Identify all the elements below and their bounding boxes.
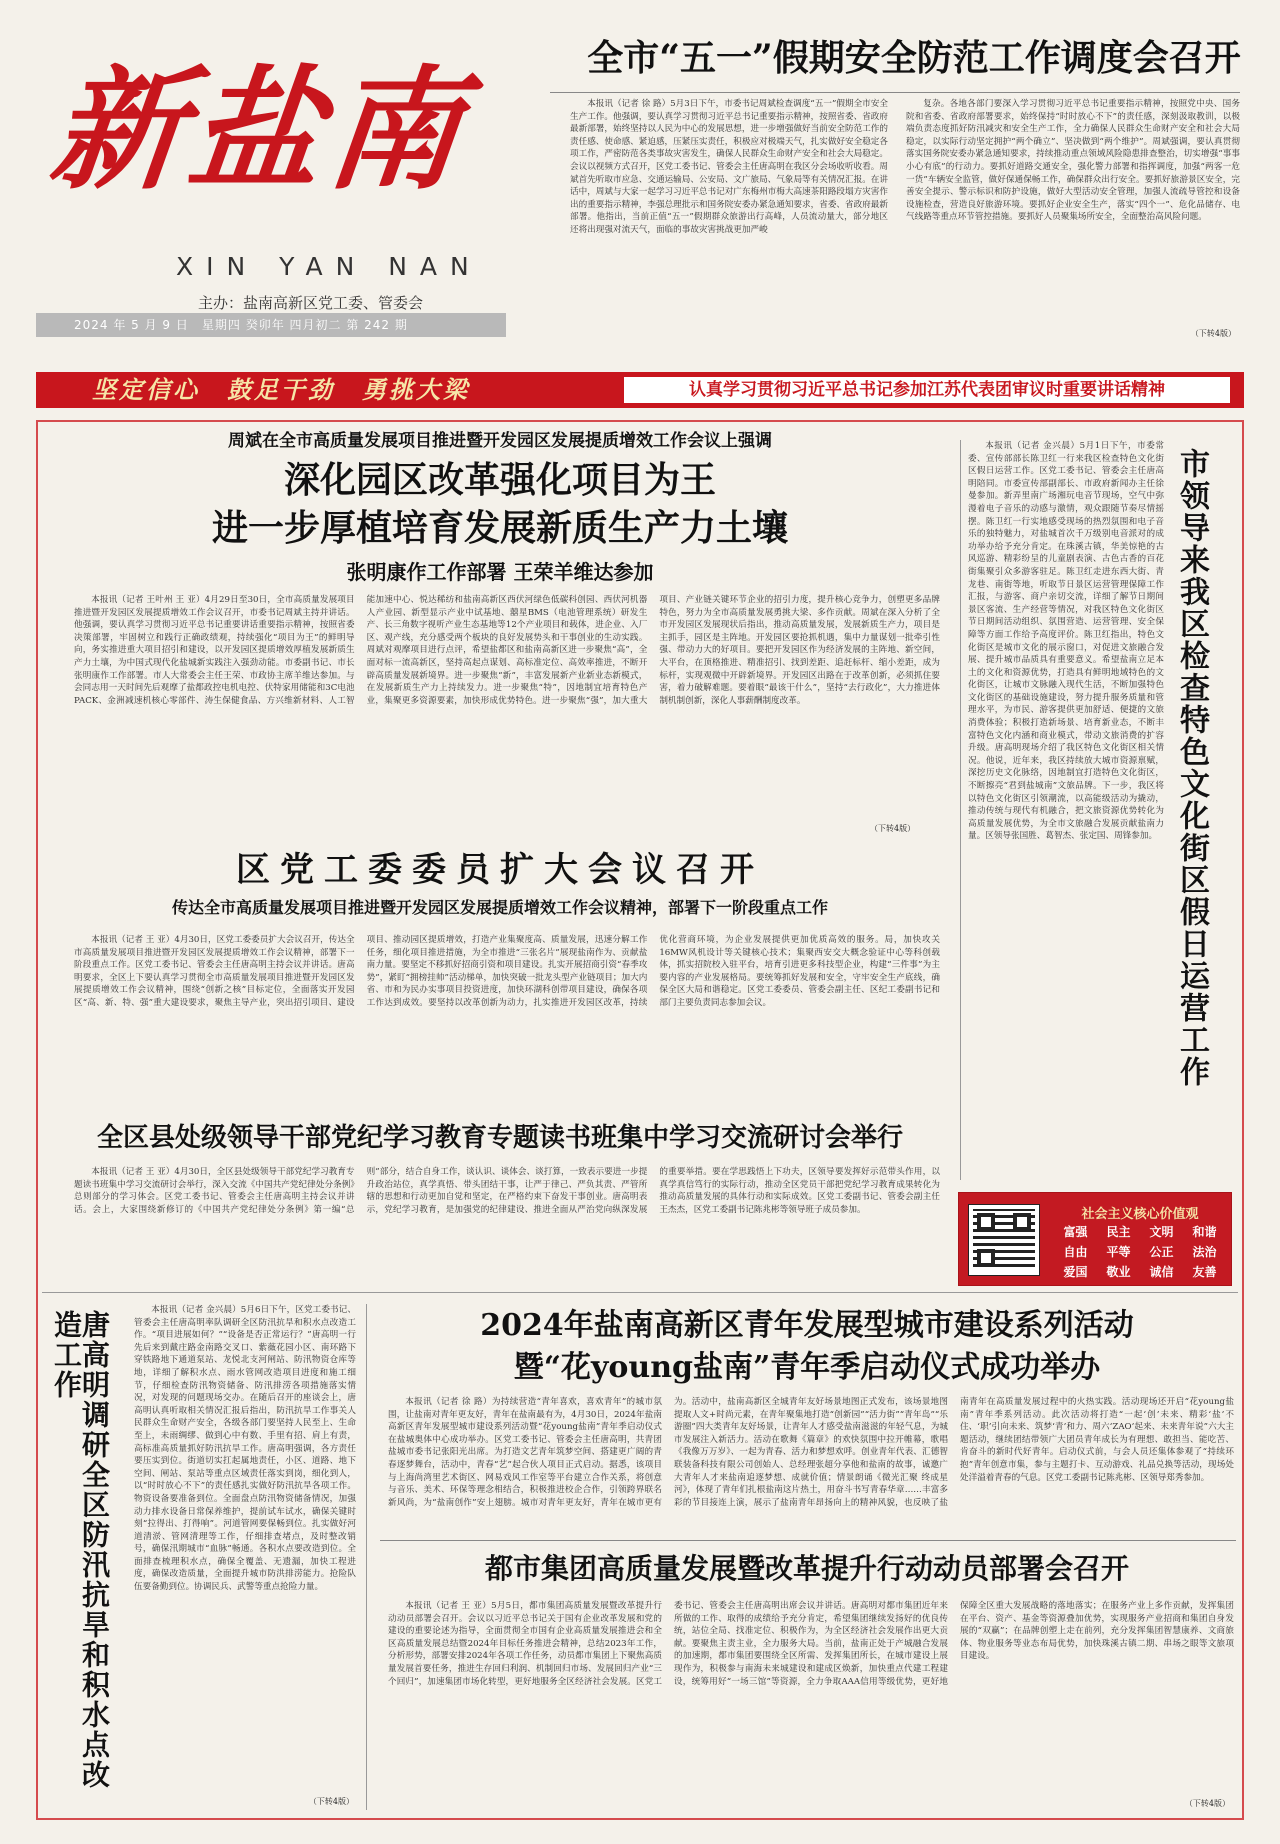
slogan-banner: 认真学习贯彻习近平总书记参加江苏代表团审议时重要讲话精神 bbox=[624, 377, 1230, 403]
youth-body bbox=[388, 1396, 1234, 1526]
second-story bbox=[50, 844, 950, 1114]
metro-body-text: 本报讯（记者 王 亚）5月5日，都市集团高质量发展暨改革提升行动动员部署会召开。会议以习近平总书记关于国有企业改革发展和党的建设的重要论述为指导，全面贯彻全市国有企业高质量发展推进会和全区高质量发展总结暨2024年目标任务推进会精神，总结2023年工作，分析形势，部署安排2024年各项工作任务，动员都市集团上下聚焦高质量发展首要任务，推进生存回归利润、机制回归市场、发展回归产业“三个回归”，加速集团市场化转型，更好地服务全区经济社会发展。区党工委书记、管委会主任唐高明出席会议并讲话。唐高明对都市集团近年来所做的工作、取得的成绩给予充分肯定，希望集团继续发扬好的优良传统，站位全局、找准定位、积极作为，为全区经济社会发展作出更大贡献。要聚焦主责主业，全力服务大局。当前，盐南正处于产城融合发展的加速期，都市集团要围绕全区所需、发挥集团所长，在城市建设上展现作为，积极参与南海未来城建设和建成区焕新，加快重点代建工程建设，统筹用好“一场三馆”等资源，全力争取AAA信用等级优势，更好地保障全区重大发展战略的落地落实；在服务产业上多作贡献，发挥集团在平台、资产、基金等资源叠加优势，实现服务产业招商和集团自身发展的“双赢”；在品牌创塑上走在前列，充分发挥集团智慧康养、文商旅体、物业服务等业态布局优势，加快珠溪古镇二期、串场之眼等文旅项目建设。 bbox=[388, 1601, 1234, 1687]
poster-word: 公正 bbox=[1149, 1245, 1174, 1259]
top-story-col2-text: 复杂。各地各部门要深入学习贯彻习近平总书记重要指示精神，按照党中央、国务院和省委、省政府部署要求，始终保持“时时放心不下”的责任感，深刻汲取教训，以极端负责态度抓好防汛减灾和安全生产工作，全力确保人民群众生命财产安全和社会大局稳定，以实际行动坚定拥护“两个确立”、坚决做到“两个维护”。周斌强调，要认真贯彻落实国务院安委办紧急通知要求，持续推动重点领域风险隐患排查整治，切实增强“事事小心有底”的行动力。要抓好道路交通安全，强化警力部署和指挥调度，加强“两客一危一货”车辆安全监管，做好保通保畅工作，确保群众出行安全。要抓好旅游景区安全，完善安全提示、警示标识和防护设施，做好大型活动安全管理，加强人流疏导管控和设备设施检查，营造良好旅游环境。要抓好企业安全生产，落实“四个一”、危化品储存、电气线路等重点环节管控措施。要抓好人员聚集场所安全，全面整治高风险问题。 bbox=[906, 99, 1240, 223]
metro-title: 都市集团高质量发展暨改革提升行动动员部署会召开 bbox=[484, 1552, 1129, 1585]
masthead bbox=[36, 28, 506, 358]
top-story-col1-text: 本报讯（记者 徐 路）5月3日下午，市委书记周斌检查调度“五一”假期全市安全生产工作。他强调，要认真学习贯彻习近平总书记重要指示精神，按照省委、省政府最新部署，始终坚持以人民为中心的发展思想，进一步增强做好当前安全防范工作的责任感、使命感、紧迫感，压紧压实责任，积极应对极端天气，扎实做好安全稳定各项工作，严密防范各类事故灾害发生，确保人民群众生命财产安全和社会大局稳定。会议以视频方式召开，区党工委书记、管委会主任唐高明在我区分会场收听收看。周斌首先听取市应急、交通运输局、公安局、文广旅局、气象局等有关情况汇报。在讲话中，周斌与大家一起学习习近平总书记对广东梅州市梅大高速茶阳路段塌方灾害作出的重要指示精神，李强总理批示和国务院安委办紧急通知要求，省委、省政府最新部署。他指出，当前正值“五一”假期群众旅游出行高峰，人员流动量大，部分地区还将出现强对流天气，面临的事故灾害挑战更加严峻 bbox=[570, 99, 888, 235]
poster-words bbox=[1055, 1223, 1225, 1280]
right-story bbox=[968, 440, 1236, 1290]
masthead-dateline: 2024 年 5 月 9 日 星期四 癸卯年 四月初二 第 242 期 bbox=[36, 313, 506, 337]
second-title: 区党工委委员扩大会议召开 bbox=[236, 850, 764, 890]
newspaper-logo: 新盐南 bbox=[43, 53, 475, 208]
lead-body bbox=[74, 594, 940, 800]
top-story bbox=[540, 28, 1244, 348]
logo-pinyin: XIN YAN NAN bbox=[176, 252, 482, 281]
poster-word: 友善 bbox=[1192, 1265, 1217, 1279]
bottom-left-story bbox=[44, 1300, 360, 1812]
poster-word: 富强 bbox=[1063, 1225, 1088, 1239]
right-story-body bbox=[968, 440, 1164, 1182]
youth-title-line2: 暨“花young盐南”青年季启动仪式成功举办 bbox=[513, 1350, 1101, 1385]
lead-title-line2: 进一步厚植培育发展新质生产力土壤 bbox=[211, 508, 788, 549]
bottom-left-body bbox=[134, 1304, 356, 1796]
poster-word: 爱国 bbox=[1063, 1265, 1088, 1279]
metro-rule bbox=[380, 1540, 1236, 1541]
lead-body-text: 本报讯（记者 王叶州 王 亚）4月29日至30日，全市高质量发展项目推进暨开发园区发展提质增效工作会议召开，市委书记周斌主持并讲话。他强调，要认真学习贯彻习近平总书记重要讲话重要指示精神，按照省委决策部署，牢固树立和践行正确政绩观，持续强化“项目为王”的鲜明导向，务实推进重大项目招引和建设，以开发园区提质增效厚植发展新质生产力土壤，为中国式现代化盐城新实践注入强劲动能。市委副书记、市长张明康作工作部署。市人大常委会主任王荣、市政协主席羊维达参加。与会同志用一天时间先后观摩了盐都政控电机电控、伏特家用储能和3C电池PACK、金洲减速机核心零部件、涛生保健食品、方兴维新材料、人工智能加速中心、悦达稀纺和盐南高新区西伏河绿色低碳科创园、西伏河机器人产业园、新型显示产业中试基地、囍星BMS（电池管理系统）研发生产、长三角数字视听产业生态基地等12个产业项目和载体，进企业、入厂区、观产线，充分感受两个板块的良好发展势头和干事创业的生动实践。周斌对观摩项目进行点评，希望盐都区和盐南高新区进一步聚焦“高”，全面对标一流高新区，坚持高起点谋划、高标准定位、高效率推进，不断开辟高质量发展新境界。进一步聚焦“新”，丰富发展新产业新业态新模式，在发展新质生产力上持续发力。进一步聚焦“特”，因地制宜培育特色产业，集聚更多资源要素，加快形成优势特色。进一步聚焦“强”，加大重大项目、产业链关键环节企业的招引力度，提升核心竞争力，创塑更多品牌特色，努力为全市高质量发展勇挑大梁、多作贡献。周斌在深入分析了全市开发园区发展现状后指出，推动高质量发展，发展新质生产力，项目是主抓手，园区是主阵地。开发园区要抢抓机遇，集中力量谋划一批牵引性强、带动力大的好项目。要把开发园区作为经济发展的主阵地、新空间，大平台，在顶格推进、精准招引、找到差距、追赶标杆、缩小差距，成为标杆，实现观微中开辟新境界。开发园区出路在于改革创新，必须抓住要害，着力破解难题。要着眼“最该干什么”，坚持“去行政化”，大力推进体制机制创新，深化人事薪酬制度改革。 bbox=[74, 595, 940, 706]
section-rule bbox=[42, 1292, 1238, 1293]
third-story bbox=[50, 1120, 950, 1290]
values-poster bbox=[958, 1192, 1232, 1286]
second-body-text: 本报讯（记者 王 亚）4月30日，区党工委委员扩大会议召开，传达全市高质量发展项目推进暨开发园区发展提质增效工作会议精神，部署下一阶段重点工作。区党工委书记、管委会主任唐高明主持会议并讲话。唐高明要求，全区上下要认真学习贯彻全市高质量发展项目推进暨开发园区发展提质增效工作会议精神，围绕“创新之核”目标定位，全面落实开发园区“高、新、特、强”重大建设要求，聚焦主导产业，突出招引项目、建设项目、推动园区提质增效，打造产业集聚度高、质量发展，迅速分解工作任务，细化项目推进措施，为全市推进“三张名片”展现盐南作为、贡献盐南力量。要坚定不移抓好招商引资和项目建设。扎实开展招商引资“春季攻势”，紧盯“拥榜挂帅”活动梯单，加快突破一批龙头型产业链项目；加大内省、市和为民办实事项目投资进度，加快环湖科创带项目建设，确保各项工作达到成效。要坚持以改革创新为动力，扎实推进开发园区改革，持续优化营商环境，为企业发展提供更加优质高效的服务。局，加快攻关16MW风机设计等关键核心技术；集聚西安交大概念验证中心等科创载体，抓实招院校入驻平台，培育引进更多科技型企业，构建“三件事”为主要内容的产业发展格局。要统筹抓好发展和安全，守牢安全生产底线，确保全区大局和谐稳定。区党工委委员、管委会副主任、区纪工委副书记和部门主要负责同志参加会议。 bbox=[74, 935, 940, 1008]
poster-word: 平等 bbox=[1106, 1245, 1131, 1259]
right-story-body-text: 本报讯（记者 金兴晨）5月1日下午，市委常委、宣传部部长陈卫红一行来我区检查特色文化街区假日运营工作。区党工委书记、管委会主任唐高明陪同。市委宣传部副部长、市政府新闻办主任徐曼参加。新弄里南广场湘玩电音节现场，空气中弥漫着电子音乐的动感与激情，观众跟随节奏尽情摇摆。陈卫红一行实地感受现场的热烈氛围和电子音乐的独特魅力，对盐城首次千万级别电音派对的成功举办给予充分肯定。在珠溪古镇，华美惊艳的古风巡游、精彩纷呈的儿童剧表演、古色古香的百花街集聚引众多游客驻足。陈卫红走进东西大街、青龙巷、南街等地，听取节日景区运营管理保障工作汇报，与游客、商户亲切交流，详细了解节日期间景区客流、生产经营等情况，对我区特色文化街区节日期间活动组织、氛围营造、运营管理、安全保障等方面工作给予高度评价。陈卫红指出，特色文化街区是城市文化的展示窗口，对促进文旅融合发展、提升城市品质具有重要意义。希望盐南立足本土的文化和资源优势，打造具有鲜明地域特色的文化街区，让城市文脉融入现代生活，不断加强特色文化街区的基础设施建设，努力提升服务质量和管理水平，为市民、游客提供更加舒适、便捷的文旅消费体验；积极打造新场景、培育新业态，不断丰富特色文化内涵和商业模式，带动文旅消费的扩容升级。唐高明现场介绍了我区特色文化街区相关情况。他说，近年来，我区持续放大城市资源禀赋，深挖历史文化脉络，因地制宜打造特色文化街区，不断擦亮“君到盐城南”文旅品牌。下一步，我区将以特色文化街区引领潮流，以高能级活动为撬动，推动传统与现代有机融合，把文旅资源优势转化为高质量发展优势，为全市文旅融合发展贡献盐南力量。区领导张国胜、葛智杰、张定国、周锋参加。 bbox=[968, 441, 1164, 842]
slogan-text: 坚定信心 鼓足干劲 勇挑大梁 bbox=[92, 375, 470, 404]
poster-word: 法治 bbox=[1192, 1245, 1217, 1259]
third-title: 全区县处级领导干部党纪学习教育专题读书班集中学习交流研讨会举行 bbox=[96, 1123, 903, 1153]
lead-continued: （下转4版） bbox=[870, 824, 916, 833]
bottom-left-continued: （下转4版） bbox=[308, 1797, 354, 1806]
second-subtitle: 传达全市高质量发展项目推进暨开发园区发展提质增效工作会议精神，部署下一阶段重点工作 bbox=[171, 898, 828, 917]
metro-continued: （下转4版） bbox=[1184, 1799, 1230, 1808]
bottom-divider bbox=[366, 1304, 367, 1810]
top-story-col2 bbox=[906, 98, 1240, 348]
metro-body bbox=[388, 1600, 1234, 1798]
slogan-bar bbox=[36, 372, 1244, 408]
lead-kicker: 周斌在全市高质量发展项目推进暨开发园区发展提质增效工作会议上强调 bbox=[228, 431, 772, 451]
youth-body-text: 本报讯（记者 徐 路）为持续营造“青年喜欢，喜欢青年”的城市氛围，让盐南对青年更友好，青年在盐南最有为，4月30日，2024年盐南高新区青年发展型城市建设系列活动暨“花young盐南”青年季启动仪式在盐城奥体中心成功举办。区党工委书记、管委会主任唐高明，共青团盐城市委书记张阳光出席。为打造文艺青年筑梦空间、搭建更广阔的青春逐梦舞台，活动中，青春“艺”起合伙人项目正式启动。据悉，该项目与上海尚湾里艺术街区、网易戏风工作室等平台建立合作关系，将创意与音乐、美术、环保等理念相结合，积极推进校企合作，引领跨界联名新风尚，为“盐南创作”安上翅膀。城市对青年更友好，青年在城市更有为。活动中，盐南高新区全城青年友好场景地图正式发布，该场景地图提取人文+时尚元素，在青年聚集地打造“创新园”“活力街”“青年岛”“乐游圈”四大类青年友好场景，让青年人才感受盐南滋滋的年轻气息，为城市发展注入新活力。活动在歌舞《篇章》的欢快氛围中拉开帷幕，歌唱《我像万万岁》、一起为青春、活力和梦想欢呼。创业青年代表、汇德智联装备科技有限公司创始人、总经理张超分享他和盐南的故事，诚邀广大青年人才来盐南追逐梦想、成就价值；情景朗诵《微光汇聚 终成星河》，体现了青年们扎根盐南这片热土，用奋斗书写青春华章……丰富多彩的节目接连上演，展示了盐南青年昂扬向上的精神风貌，也反映了盐南青年在高质量发展过程中的火热实践。活动现场还开启“花young盐南”青年季系列活动。此次活动将打造“一起‘创’未来、精彩‘盐’不住、‘职’引向未来、筑梦‘青’和力、周六‘ZAO’起来、未来青年说”六大主题活动，继续团结带领广大团员青年成长为有理想、敢担当、能吃苦、肯奋斗的新时代好青年。启动仪式前，与会人员还集体参观了“持续环抱”青年创意市集，参与主题打卡、互动游戏、礼品兑换等活动，现场处处洋溢着青春的气息。区党工委副书记陈兆彬、区领导郑秀参加。 bbox=[388, 1397, 1234, 1508]
top-story-title: 全市“五一”假期安全防范工作调度会召开 bbox=[587, 37, 1241, 79]
bottom-left-body-text: 本报讯（记者 金兴晨）5月6日下午，区党工委书记、管委会主任唐高明率队调研全区防汛抗旱和积水点改造工作。“项目进展如何？”“设备是否正常运行？”唐高明一行先后来到戴庄路金南路交叉口、紫薇花园小区、南环路下穿铁路地下通道泵站、龙悦北支河闸站、防汛物资仓库等地，详细了解积水点、雨水管网改造项目进度和施工细节，仔细检查防汛物资储备、防汛排涝各项措施落实情况，对发现的问题现场交办。在随后召开的座谈会上，唐高明认真听取相关情况汇报后指出，防汛抗旱工作事关人民群众生命财产安全，各级各部门要坚持人民至上、生命至上，未雨绸缪、做到心中有数、手里有招、肩上有责，高标准高质量抓好防汛抗旱工作。唐高明强调，各方责任要压实到位。街道切实扛起属地责任，小区、道路、地下空间、闸站、泵站等重点区域责任落实到岗，细化到人，以“时时放心不下”的责任感扎实做好防汛抗旱各项工作。物资设备要准备到位。全面盘点防汛物资储备情况，加强动力排水设备日常保养维护，提前试车试水，确保关键时刻“拉得出、打得响”。河道管网要保畅到位。扎实做好河道清淤、管网清理等工作，仔细排查堵点，及时整改销号，确保汛期城市“血脉”畅通。各积水点要改造到位。全面排查梳理积水点，确保全覆盖、无遗漏，加快工程进度，确保改造质量，全面提升城市防洪排涝能力。抢险队伍要备勤到位。协调民兵、武警等重点抢险力量。 bbox=[134, 1305, 356, 1593]
third-body-text: 本报讯（记者 王 亚）4月30日，全区县处级领导干部党纪学习教育专题读书班集中学习交流研讨会举行，深入交流《中国共产党纪律处分条例》总则部分的学习体会。区党工委书记、管委会主任唐高明主持会议并讲话。会上，大家围绕新修订的《中国共产党纪律处分条例》第一编“总则”部分，结合自身工作，谈认识、谈体会、谈打算，一致表示要进一步提升政治站位，真学真悟、带头团结干事，让严于律己、严负其责、严管所辖的思想和行动更加自觉和坚定，在严格约束下奋发干事创业。唐高明表示，党纪学习教育，是加强党的纪律建设、推进全面从严治党向纵深发展的重要举措。要在学思践悟上下功夫，区领导要发挥好示范带头作用，以真学真信笃行的实际行动，推动全区党员干部把党纪学习教育成果转化为推动高质量发展的具体行动和实际成效。区党工委副书记、管委会副主任王杰杰，区党工委副书记陈兆彬等领导班子成员参加。 bbox=[74, 1167, 940, 1215]
top-story-col1 bbox=[570, 98, 888, 348]
right-story-title: 市领导来我区检查特色文化街区假日运营工作 bbox=[1174, 448, 1209, 1088]
top-story-continued: （下转4版） bbox=[1185, 328, 1236, 339]
poster-word: 文明 bbox=[1149, 1225, 1174, 1239]
lead-subtitle: 张明康作工作部署 王荣羊维达参加 bbox=[346, 560, 654, 584]
youth-title-line1: 2024年盐南高新区青年发展型城市建设系列活动 bbox=[480, 1308, 1134, 1343]
masthead-sponsor: 主办：盐南高新区党工委、管委会 bbox=[198, 294, 424, 312]
qr-code bbox=[969, 1205, 1039, 1275]
second-body bbox=[74, 934, 940, 1112]
poster-word: 和谐 bbox=[1192, 1225, 1217, 1239]
youth-story bbox=[374, 1300, 1240, 1530]
lead-title-line1: 深化园区改革强化项目为王 bbox=[283, 460, 716, 501]
poster-word: 自由 bbox=[1063, 1245, 1088, 1259]
bottom-left-title: 唐高明调研全区防汛抗旱和积水点改造工作 bbox=[50, 1310, 111, 1790]
right-column-divider bbox=[960, 440, 961, 1180]
poster-word: 敬业 bbox=[1106, 1265, 1131, 1279]
third-body bbox=[74, 1166, 940, 1278]
poster-word: 诚信 bbox=[1149, 1265, 1174, 1279]
poster-title: 社会主义核心价值观 bbox=[1081, 1207, 1199, 1222]
poster-word: 民主 bbox=[1106, 1225, 1131, 1239]
metro-story bbox=[374, 1548, 1240, 1812]
lead-story bbox=[50, 428, 950, 843]
top-story-rule bbox=[550, 92, 1240, 93]
